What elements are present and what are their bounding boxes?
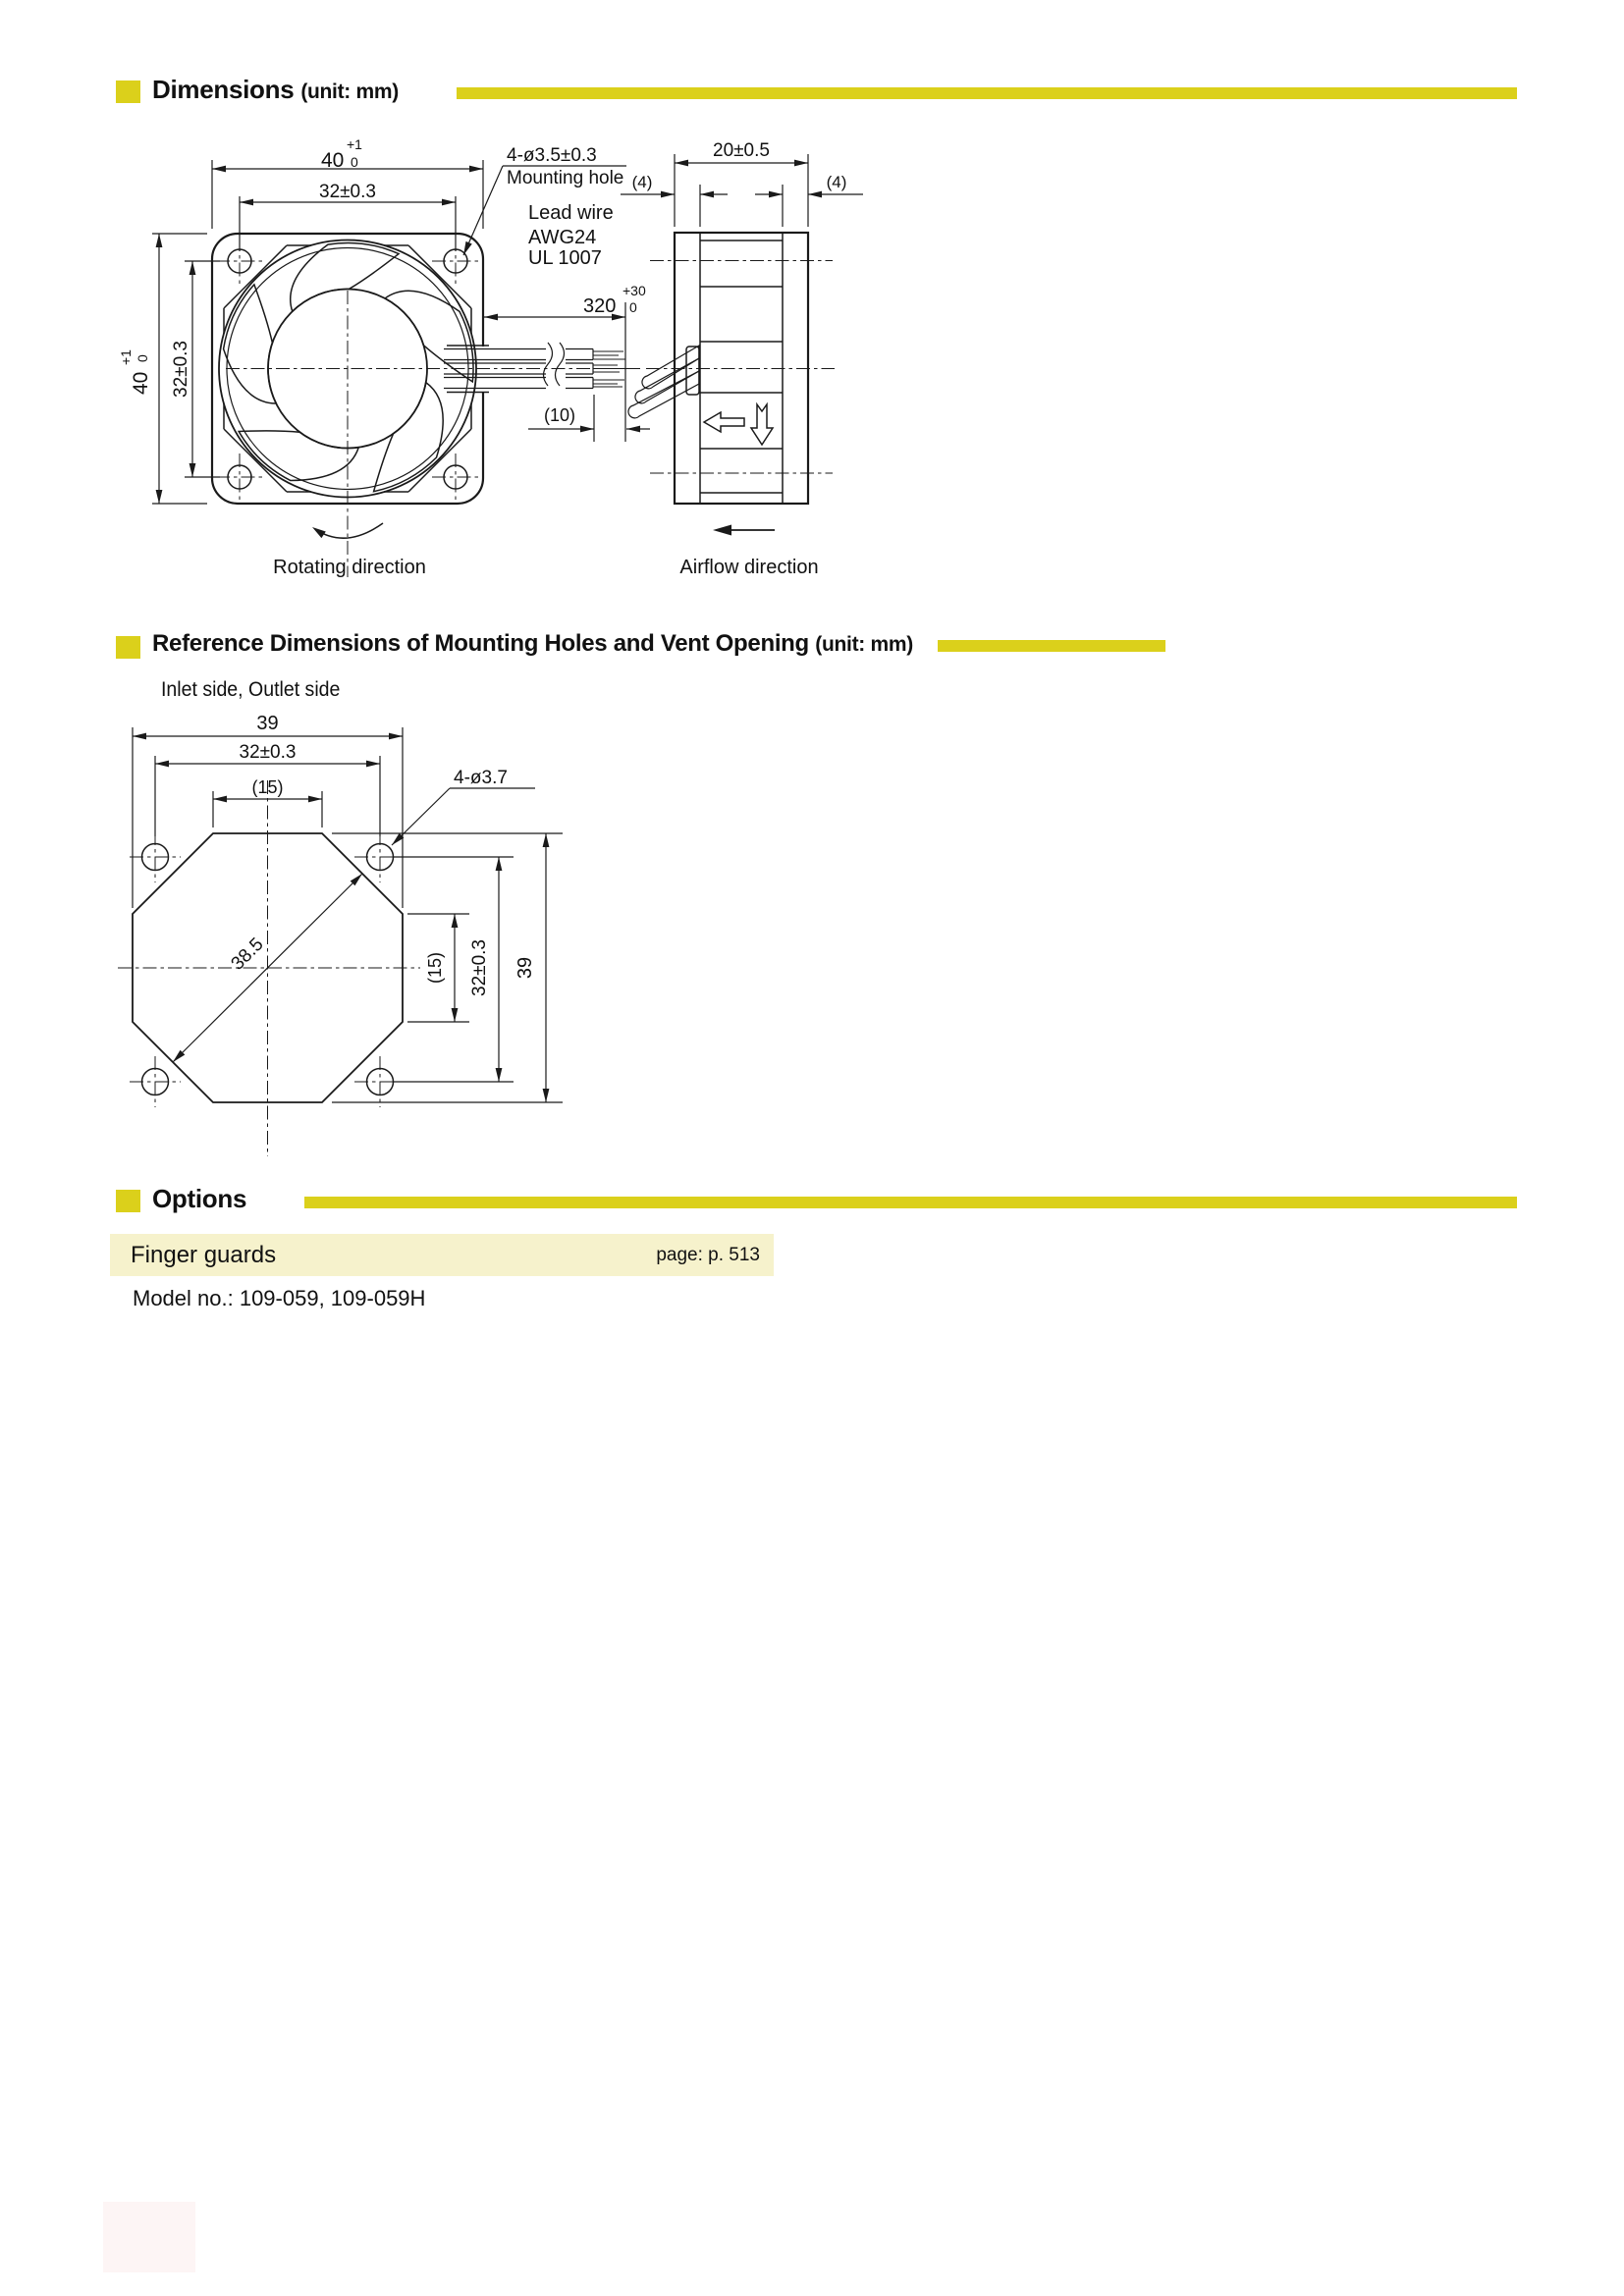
page-corner-artifact: [103, 2202, 195, 2272]
wire-strip-length: (10): [543, 405, 576, 425]
front-view-dimensions: [118, 136, 650, 504]
airflow-mold-arrow-icon: [704, 412, 744, 432]
vent-hole-spec: 4-ø3.7: [454, 768, 508, 788]
vent-opening-drawing: [118, 713, 563, 1156]
section-rule-reference: [938, 640, 1165, 652]
vent-flat-height: (15): [425, 951, 445, 985]
mounting-hole-label: Mounting hole: [507, 168, 624, 188]
vent-subtitle: Inlet side, Outlet side: [161, 678, 341, 701]
vent-diagonal: 38.5: [227, 934, 268, 975]
reference-unit-text: (unit: mm): [815, 633, 913, 656]
mounting-hole-spec: 4-ø3.5±0.3: [507, 145, 597, 166]
wire-break-marks: [544, 343, 565, 386]
section-title-options: [152, 1184, 246, 1214]
rotating-direction-arc: [315, 523, 383, 538]
airflow-direction-arrowhead: [713, 525, 731, 536]
vent-centerlines: [118, 780, 420, 1156]
vent-dimensions: [133, 713, 563, 1102]
dim-width-tol-lower: 0: [351, 154, 358, 170]
dim-height-tol-lower: 0: [135, 354, 150, 362]
fan-centerlines: [226, 291, 640, 577]
fan-side-view-drawing: [621, 140, 863, 578]
rotating-direction-label: Rotating direction: [273, 557, 426, 578]
options-title-text: Options: [152, 1184, 247, 1213]
section-title-reference: [152, 630, 913, 658]
dim-hole-pitch-vertical: 32±0.3: [171, 341, 191, 398]
section-bullet-icon: [116, 1190, 140, 1212]
vent-outer-width: 39: [256, 713, 279, 734]
section-rule-dimensions: [457, 87, 1517, 99]
side-lead-wires: [628, 346, 699, 418]
fan-blades: [198, 213, 494, 498]
section-rule-options: [304, 1197, 1517, 1208]
dim-width-value: 40: [321, 149, 345, 172]
lead-wire-label: Lead wire: [528, 202, 614, 224]
dim-hole-pitch-horizontal: 32±0.3: [319, 182, 376, 202]
lead-wire-gauge: AWG24: [528, 227, 597, 248]
section-title-dimensions: [152, 75, 399, 105]
wire-length-tol-lower: 0: [629, 299, 637, 315]
finger-guards-page-ref: page: p. 513: [656, 1244, 760, 1265]
dim-flange-left: (4): [631, 173, 653, 191]
vent-outer-height: 39: [514, 956, 536, 980]
vent-flat-width: (15): [251, 777, 284, 797]
fan-front-view-drawing: [118, 136, 650, 578]
dim-depth: 20±0.5: [713, 140, 770, 161]
finger-guards-label: Finger guards: [131, 1241, 277, 1268]
rotating-direction-arrowhead: [312, 527, 326, 538]
dim-width-tol-upper: +1: [347, 136, 362, 152]
wire-length-tol-upper: +30: [623, 283, 646, 298]
section-bullet-icon: [116, 636, 140, 659]
dim-height-value: 40: [130, 371, 152, 395]
finger-guards-models: Model no.: 109-059, 109-059H: [133, 1286, 426, 1310]
side-view-dimensions: [621, 140, 863, 227]
vent-hole-pitch-horizontal: 32±0.3: [239, 742, 297, 763]
airflow-direction-label: Airflow direction: [679, 557, 819, 578]
reference-title-text: Reference Dimensions of Mounting Holes and Vent Opening: [152, 630, 809, 657]
dim-flange-right: (4): [826, 173, 847, 191]
vent-hole-pitch-vertical: 32±0.3: [469, 939, 490, 996]
dimensions-unit-text: (unit: mm): [300, 80, 399, 103]
lead-wire-standard: UL 1007: [528, 247, 602, 269]
dim-height-tol-upper: +1: [118, 349, 134, 365]
finger-guards-banner: [110, 1234, 774, 1276]
dimensions-title-text: Dimensions: [152, 75, 295, 104]
wire-length-value: 320: [583, 295, 617, 317]
rotation-mold-arrow-icon: [751, 404, 773, 445]
section-bullet-icon: [116, 80, 140, 103]
